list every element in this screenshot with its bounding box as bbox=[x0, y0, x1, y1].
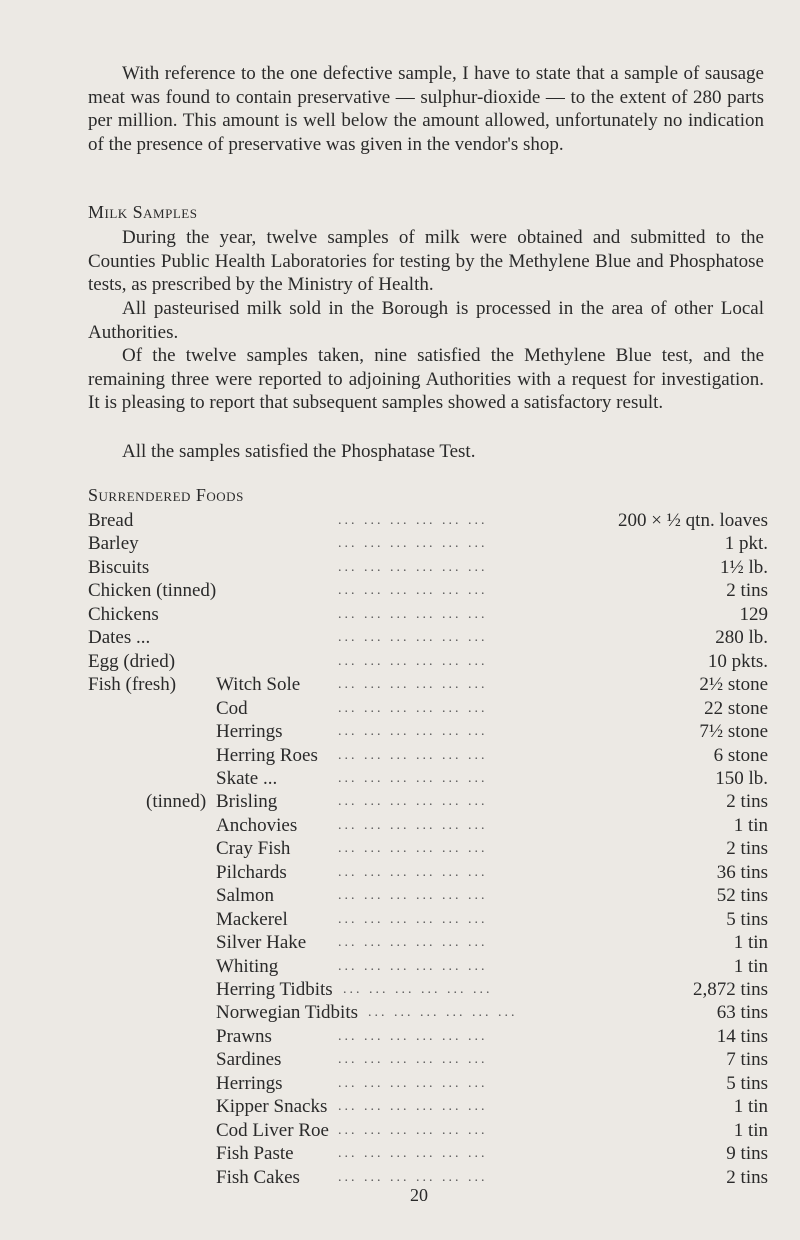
food-item-label: Herring Tidbits bbox=[216, 979, 333, 1000]
food-item-quantity: 280 lb. bbox=[715, 627, 768, 649]
food-row bbox=[88, 1073, 768, 1095]
food-row bbox=[88, 909, 768, 931]
food-item-quantity: 52 tins bbox=[716, 885, 768, 907]
food-item-label: Cod bbox=[216, 697, 248, 719]
food-item-label: Anchovies bbox=[216, 814, 298, 836]
food-item-quantity: 7½ stone bbox=[699, 721, 768, 743]
food-item-quantity: 1 tin bbox=[733, 1119, 768, 1141]
food-row bbox=[88, 885, 768, 907]
food-row bbox=[88, 1049, 768, 1071]
food-row bbox=[88, 862, 768, 884]
food-item-label: Sardines bbox=[216, 1049, 282, 1071]
food-item-label: Fish Cakes bbox=[216, 1166, 300, 1188]
food-row bbox=[88, 510, 768, 532]
food-item-quantity: 36 tins bbox=[716, 861, 768, 883]
food-row bbox=[88, 979, 768, 1001]
leader-dots: ... ... ... ... ... ... bbox=[338, 841, 488, 857]
food-item-quantity: 2,872 tins bbox=[693, 979, 768, 1000]
food-item-label: Chicken (tinned) bbox=[88, 580, 217, 602]
food-item-quantity: 7 tins bbox=[726, 1049, 768, 1071]
milk-paragraph-4: All the samples satisfied the Phosphatase Test. bbox=[122, 441, 476, 462]
food-row bbox=[88, 956, 768, 978]
food-item-quantity: 1½ lb. bbox=[719, 556, 768, 578]
food-item-label: Brisling bbox=[216, 791, 278, 813]
leader-dots: ... ... ... ... ... ... bbox=[338, 1075, 488, 1091]
leader-dots: ... ... ... ... ... ... bbox=[368, 1005, 518, 1021]
page-number: 20 bbox=[410, 1185, 428, 1205]
food-item-label: Cod Liver Roe bbox=[216, 1119, 329, 1141]
food-row bbox=[88, 1167, 768, 1189]
food-item-quantity: 10 pkts. bbox=[707, 650, 768, 672]
leader-dots: ... ... ... ... ... ... bbox=[338, 747, 488, 763]
food-item-label: Whiting bbox=[216, 955, 279, 977]
leader-dots: ... ... ... ... ... ... bbox=[338, 583, 488, 599]
food-item-label: Herring Roes bbox=[216, 744, 318, 766]
leader-dots: ... ... ... ... ... ... bbox=[338, 911, 488, 927]
milk-paragraph-2: All pasteurised milk sold in the Borough is processed in the area of other Local Authorities. bbox=[88, 298, 764, 343]
leader-dots: ... ... ... ... ... ... bbox=[338, 724, 488, 740]
leader-dots: ... ... ... ... ... ... bbox=[338, 677, 488, 693]
food-item-label: Witch Sole bbox=[216, 674, 301, 696]
leader-dots: ... ... ... ... ... ... bbox=[338, 1028, 488, 1044]
food-item-label: Herrings bbox=[216, 1072, 283, 1094]
food-item-label: Barley bbox=[88, 533, 139, 555]
milk-samples-heading: Milk Samples bbox=[88, 202, 198, 222]
leader-dots: ... ... ... ... ... ... bbox=[338, 935, 488, 951]
food-row bbox=[88, 1096, 768, 1118]
food-item-label: Salmon bbox=[216, 885, 275, 907]
food-group-label: Fish (fresh) bbox=[88, 674, 177, 696]
food-item-label: Pilchards bbox=[216, 861, 287, 883]
food-row bbox=[88, 604, 768, 626]
food-row bbox=[88, 1120, 768, 1142]
leader-dots: ... ... ... ... ... ... bbox=[338, 817, 488, 833]
food-row bbox=[88, 674, 768, 696]
food-item-quantity: 1 pkt. bbox=[724, 533, 768, 555]
leader-dots: ... ... ... ... ... ... bbox=[338, 606, 488, 622]
food-item-label: Dates ... bbox=[88, 627, 151, 649]
food-row bbox=[88, 533, 768, 555]
food-row bbox=[88, 698, 768, 720]
food-item-quantity: 2 tins bbox=[726, 1166, 768, 1188]
food-group-label: (tinned) bbox=[146, 791, 207, 813]
leader-dots: ... ... ... ... ... ... bbox=[338, 888, 488, 904]
food-item-label: Egg (dried) bbox=[88, 650, 176, 672]
food-item-label: Prawns bbox=[216, 1025, 272, 1047]
leader-dots: ... ... ... ... ... ... bbox=[338, 559, 488, 575]
food-row bbox=[88, 627, 768, 649]
food-row bbox=[88, 791, 768, 813]
leader-dots: ... ... ... ... ... ... bbox=[338, 770, 488, 786]
food-item-quantity: 150 lb. bbox=[715, 767, 768, 789]
food-row bbox=[88, 557, 768, 579]
food-item-quantity: 2 tins bbox=[726, 791, 768, 813]
food-item-label: Cray Fish bbox=[216, 838, 291, 860]
food-item-quantity: 6 stone bbox=[713, 744, 768, 766]
surrendered-foods-heading: Surrendered Foods bbox=[88, 485, 244, 505]
food-item-quantity: 2 tins bbox=[726, 838, 768, 860]
food-row bbox=[88, 815, 768, 837]
food-row bbox=[88, 838, 768, 860]
leader-dots: ... ... ... ... ... ... bbox=[338, 1169, 488, 1185]
food-item-quantity: 1 tin bbox=[733, 814, 768, 836]
milk-paragraph-3: Of the twelve samples taken, nine satisfied the Methylene Blue test, and the remaining three were reported to adjoining Authorities with a request for investigation. It is pleasing to report that subsequent samples showed a satisfactory result. bbox=[88, 345, 764, 413]
defective-sample-paragraph: With reference to the one defective sample, I have to state that a sample of sausage meat was found to contain preservative — sulphur-dioxide — to the extent of 280 parts per million. This amount is well below the amount allowed, unfortunately no indication of the presence of preservative was given in the vendor's shop. bbox=[88, 63, 764, 155]
leader-dots: ... ... ... ... ... ... bbox=[338, 1052, 488, 1068]
leader-dots: ... ... ... ... ... ... bbox=[338, 864, 488, 880]
food-row bbox=[88, 651, 768, 673]
food-item-label: Fish Paste bbox=[216, 1143, 294, 1165]
food-row bbox=[88, 721, 768, 743]
food-item-quantity: 14 tins bbox=[716, 1025, 768, 1047]
leader-dots: ... ... ... ... ... ... bbox=[338, 958, 488, 974]
food-item-label: Biscuits bbox=[88, 556, 150, 578]
food-item-quantity: 5 tins bbox=[726, 908, 768, 930]
leader-dots: ... ... ... ... ... ... bbox=[338, 653, 488, 669]
leader-dots: ... ... ... ... ... ... bbox=[338, 513, 488, 528]
food-row bbox=[88, 745, 768, 767]
food-item-label: Skate ... bbox=[216, 767, 278, 789]
food-item-quantity: 2 tins bbox=[726, 580, 768, 602]
food-item-quantity: 22 stone bbox=[704, 697, 768, 719]
food-item-quantity: 1 tin bbox=[733, 1096, 768, 1118]
food-item-label: Chickens bbox=[88, 603, 159, 625]
food-item-quantity: 5 tins bbox=[726, 1072, 768, 1094]
food-item-label: Mackerel bbox=[216, 908, 288, 930]
food-item-label: Herrings bbox=[216, 721, 283, 743]
leader-dots: ... ... ... ... ... ... bbox=[338, 536, 488, 552]
food-item-quantity: 129 bbox=[739, 603, 768, 625]
food-row bbox=[88, 932, 768, 954]
food-item-quantity: 200 × ½ qtn. loaves bbox=[617, 510, 768, 531]
leader-dots: ... ... ... ... ... ... bbox=[338, 1146, 488, 1162]
leader-dots: ... ... ... ... ... ... bbox=[338, 630, 488, 646]
leader-dots: ... ... ... ... ... ... bbox=[338, 700, 488, 716]
food-item-quantity: 1 tin bbox=[733, 955, 768, 977]
food-item-label: Silver Hake bbox=[216, 932, 307, 954]
food-item-label: Bread bbox=[88, 510, 134, 531]
food-item-quantity: 9 tins bbox=[726, 1143, 768, 1165]
food-item-quantity: 63 tins bbox=[716, 1002, 768, 1024]
food-row bbox=[88, 1002, 768, 1024]
food-item-label: Kipper Snacks bbox=[216, 1096, 328, 1118]
leader-dots: ... ... ... ... ... ... bbox=[343, 982, 493, 997]
food-item-quantity: 1 tin bbox=[733, 932, 768, 954]
food-row bbox=[88, 1026, 768, 1048]
food-row bbox=[88, 1143, 768, 1165]
food-item-quantity: 2½ stone bbox=[699, 674, 768, 696]
leader-dots: ... ... ... ... ... ... bbox=[338, 1099, 488, 1115]
food-item-label: Norwegian Tidbits bbox=[216, 1002, 358, 1024]
food-row bbox=[88, 580, 768, 602]
leader-dots: ... ... ... ... ... ... bbox=[338, 1122, 488, 1138]
leader-dots: ... ... ... ... ... ... bbox=[338, 794, 488, 810]
food-row bbox=[88, 768, 768, 790]
milk-paragraph-1: During the year, twelve samples of milk were obtained and submitted to the Counties Public Health Laboratories for testing by the Methylene Blue and Phosphatose tests, as prescribed by the Ministry of Health. bbox=[88, 227, 764, 295]
